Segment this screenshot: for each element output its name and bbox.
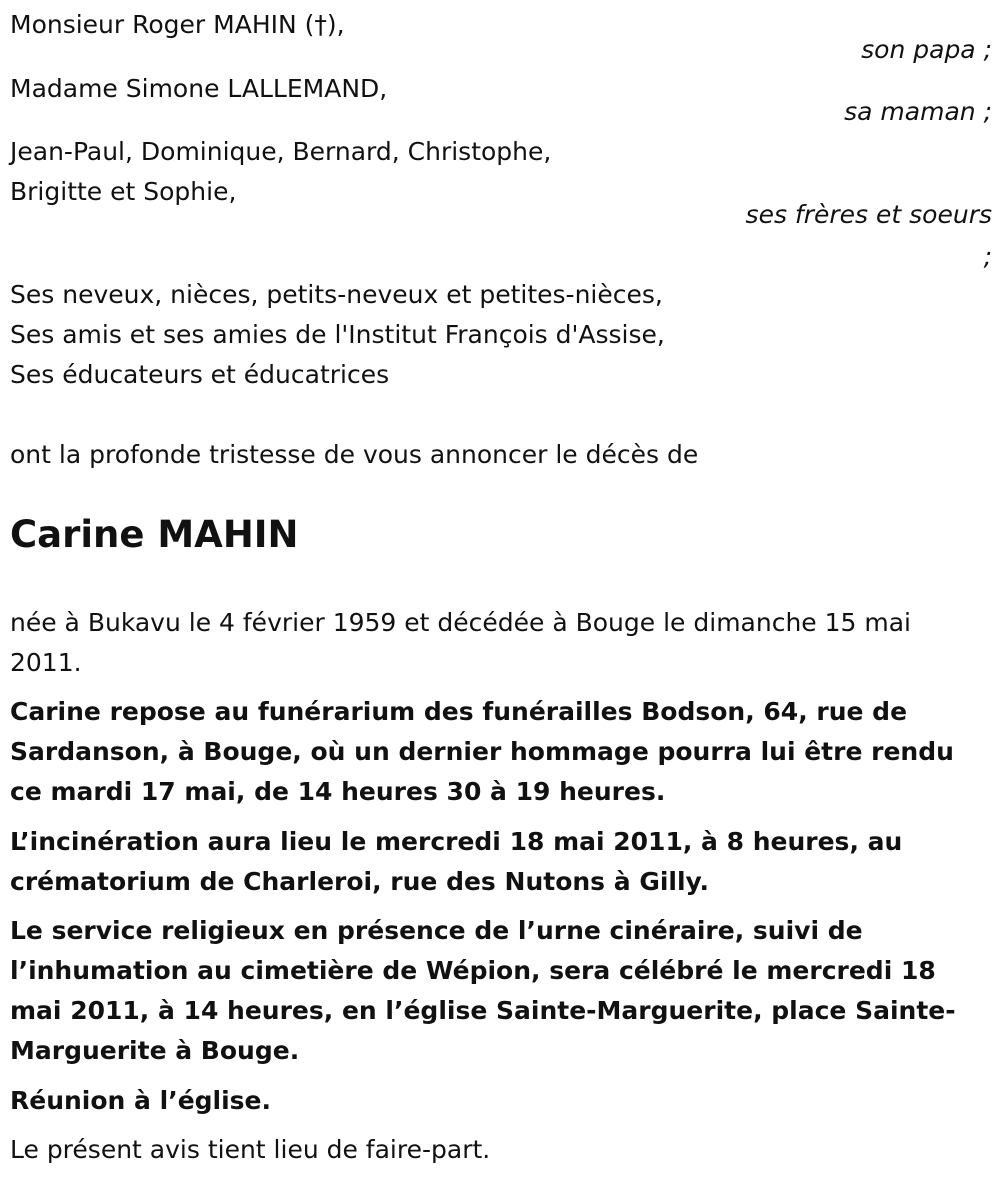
family-name-siblings: Jean-Paul, Dominique, Bernard, Christophe, [10, 137, 552, 166]
family-role-mother: sa maman ; [844, 97, 992, 126]
service-paragraph: Le service religieux en présence de l’urne cinéraire, suivi de l’inhumation au cimetière de Wépion, sera célébré le mercredi 18 mai 2011, à 14 heures, en l’église Sainte-Marguerite, place Sainte-Marguerite à Bouge. [10, 916, 956, 1065]
family-name-mother: Madame Simone LALLEMAND, [10, 74, 388, 103]
family-role-siblings: ses frères et soeurs [745, 200, 992, 229]
funerarium-paragraph: Carine repose au funérarium des funérailles Bodson, 64, rue de Sardanson, à Bouge, où un dernier hommage pourra lui être rendu ce mardi 17 mai, de 14 heures 30 à 19 heures. [10, 697, 954, 806]
family-name-father: Monsieur Roger MAHIN (†), [10, 10, 345, 39]
others-line: Ses éducateurs et éducatrices [10, 360, 390, 389]
meeting-paragraph: Réunion à l’église. [10, 1086, 272, 1115]
family-name-siblings-cont: Brigitte et Sophie, [10, 177, 237, 206]
others-line: Ses neveux, nièces, petits-neveux et petites-nièces, [10, 280, 663, 309]
closing-text: Le présent avis tient lieu de faire-part. [10, 1135, 491, 1164]
cremation-paragraph: L’incinération aura lieu le mercredi 18 mai 2011, à 8 heures, au crématorium de Charleroi, rue des Nutons à Gilly. [10, 827, 903, 896]
deceased-name: Carine MAHIN [10, 513, 299, 556]
announcement-text: ont la profonde tristesse de vous annoncer le décès de [10, 440, 699, 469]
others-line: Ses amis et ses amies de l'Institut François d'Assise, [10, 320, 665, 349]
family-role-siblings-cont: ; [983, 242, 992, 271]
family-role-father: son papa ; [861, 35, 992, 64]
birth-death-text: née à Bukavu le 4 février 1959 et décédée à Bouge le dimanche 15 mai 2011. [10, 608, 912, 677]
